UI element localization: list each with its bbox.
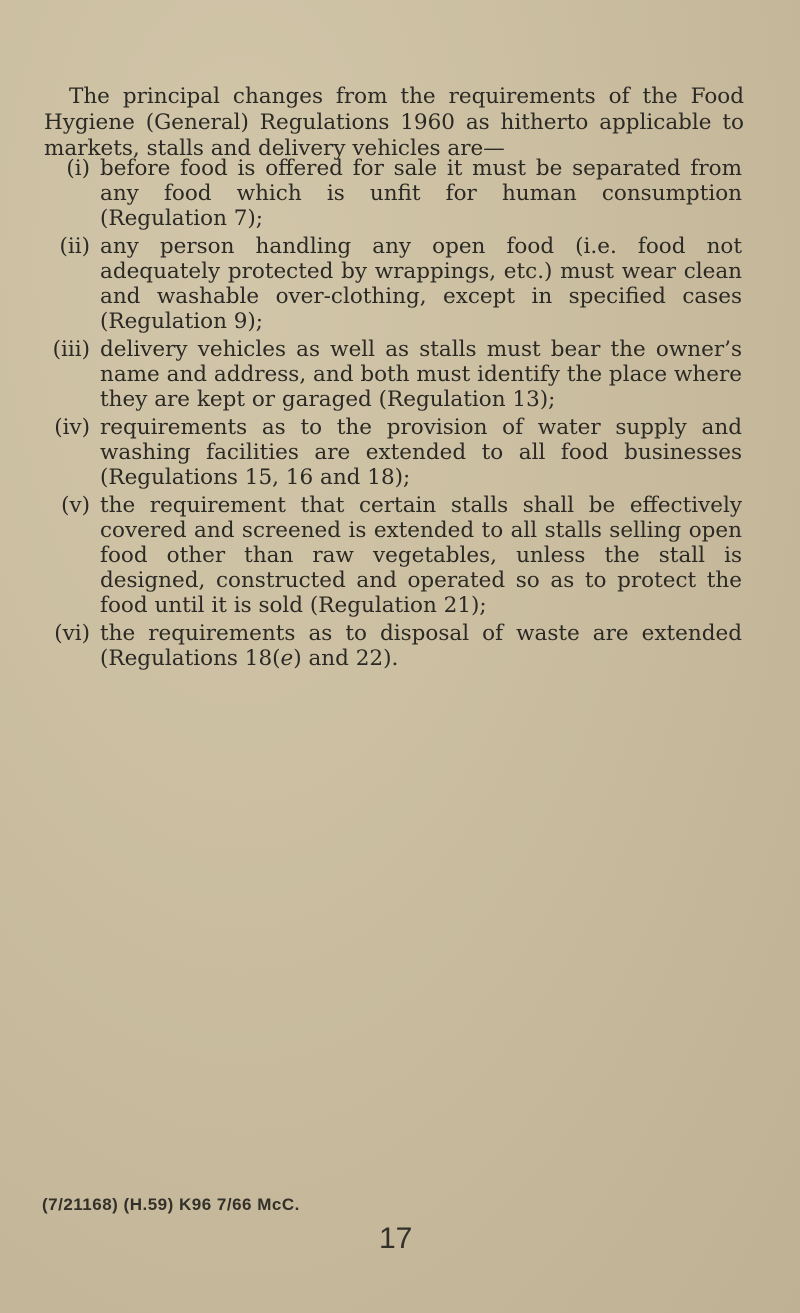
item-text: the requirement that certain stalls shall be effectively covered and screened is extended to all stalls selling open food other than raw vegetables, unless the stall is designed, constructed and operated so as to protect the food until it is sold (Regulation 21); <box>100 493 742 618</box>
item-text-italic: e <box>280 646 294 671</box>
list-item <box>0 493 800 618</box>
item-number: (ii) <box>59 234 90 259</box>
item-text: requirements as to the provision of water supply and washing facilities are extended to all food businesses (Regulations 15, 16 and 18); <box>100 415 742 490</box>
list-item <box>0 234 800 334</box>
item-number: (iv) <box>54 415 90 440</box>
item-text-part: the requirements as to disposal of waste are extended (Regulations 18( <box>100 621 742 671</box>
print-reference: (7/21168) (H.59) K96 7/66 McC. <box>42 1195 300 1214</box>
item-text: delivery vehicles as well as stalls must bear the owner’s name and address, and both must identify the place where they are kept or garaged (Regulation 13); <box>100 337 742 412</box>
list-item <box>0 156 800 231</box>
item-number: (iii) <box>52 337 90 362</box>
item-text <box>100 621 742 671</box>
list-item <box>0 621 800 671</box>
intro-paragraph: The principal changes from the requirements of the Food Hygiene (General) Regulations 1960 as hitherto applicable to markets, stalls and delivery vehicles are— <box>44 84 744 161</box>
item-number: (i) <box>66 156 90 181</box>
item-text-part: ) and 22). <box>293 646 399 671</box>
item-number: (vi) <box>54 621 90 646</box>
page-number: 17 <box>379 1222 413 1255</box>
item-text: before food is offered for sale it must be separated from any food which is unfit for human consumption (Regulation 7); <box>100 156 742 231</box>
list-item <box>0 415 800 490</box>
list-item <box>0 337 800 412</box>
item-number: (v) <box>61 493 90 518</box>
item-text: any person handling any open food (i.e. food not adequately protected by wrappings, etc.) must wear clean and washable over-clothing, except in specified cases (Regulation 9); <box>100 234 742 334</box>
changes-list <box>0 156 800 674</box>
